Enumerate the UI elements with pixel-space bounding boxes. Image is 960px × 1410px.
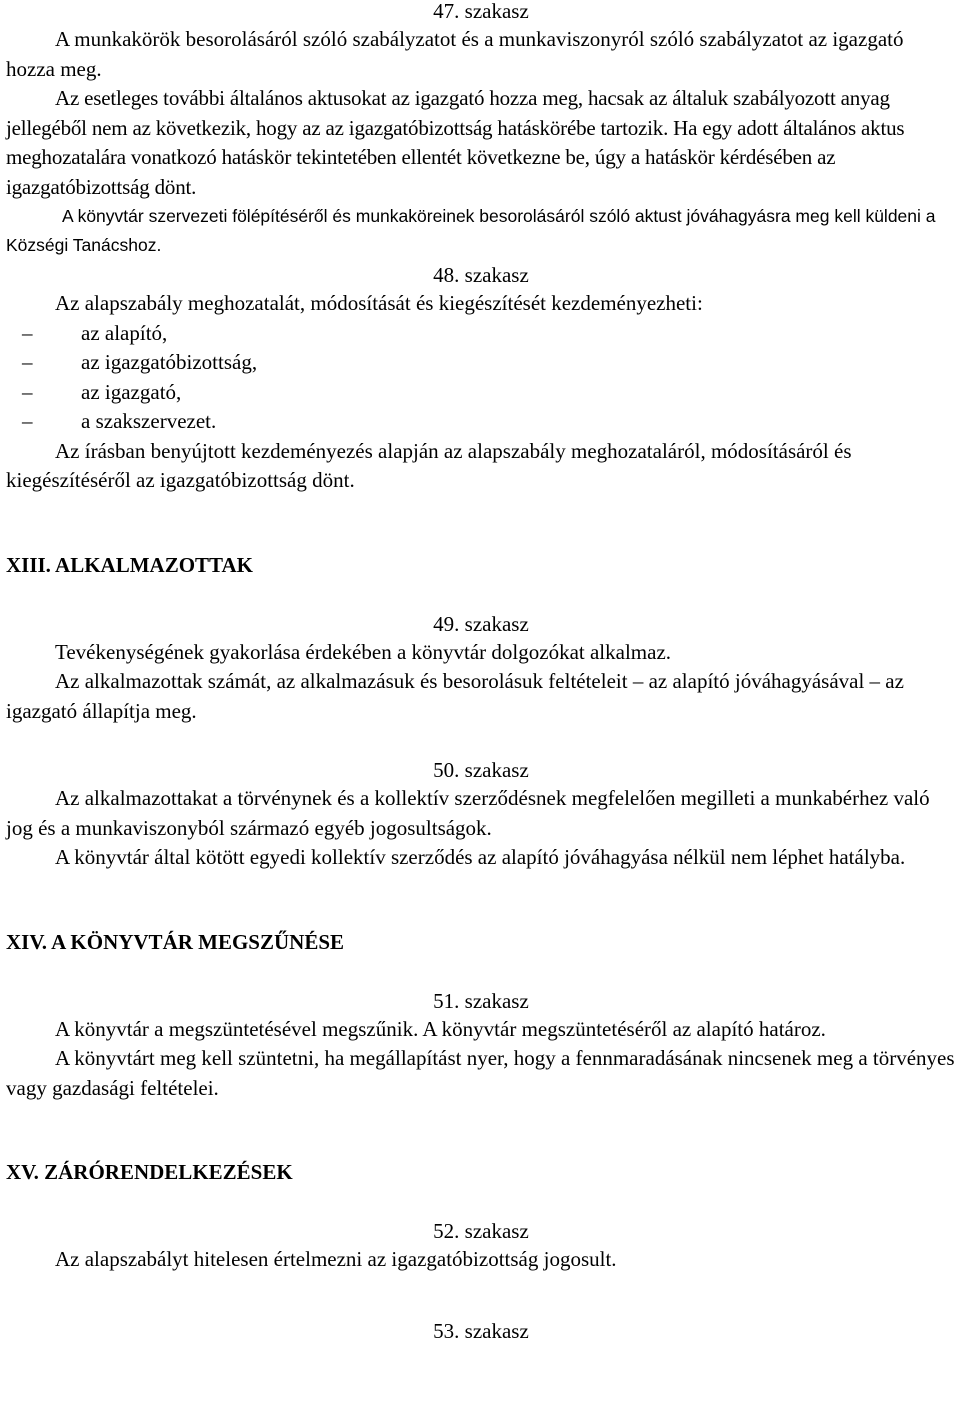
list-item-text: az igazgatóbizottság,	[81, 350, 258, 374]
section-48-list	[6, 319, 956, 437]
section-51-paragraph-2: A könyvtárt meg kell szüntetni, ha megállapítást nyer, hogy a fennmaradásának nincsenek meg a törvényes vagy gazdasági feltételei.	[6, 1046, 955, 1100]
section-51-title: 51. szakasz	[433, 988, 529, 1013]
chapter-14-heading: XIV. A KÖNYVTÁR MEGSZŰNÉSE	[6, 929, 345, 954]
list-item-text: az alapító,	[81, 320, 168, 345]
chapter-15-heading: XV. ZÁRÓRENDELKEZÉSEK	[6, 1160, 293, 1184]
list-item	[6, 378, 956, 408]
section-50-title: 50. szakasz	[433, 758, 529, 782]
section-50-paragraph-2: A könyvtár által kötött egyedi kollektív szerződés az alapító jóváhagyása nélkül nem léphet hatályba.	[55, 845, 906, 869]
dash-bullet: –	[22, 379, 33, 404]
list-item	[6, 407, 956, 437]
list-item-text: az igazgató,	[81, 379, 182, 404]
section-50-paragraph-1: Az alkalmazottakat a törvénynek és a kollektív szerződésnek megfelelően megilleti a munkabérhez való jog és a munkaviszonyból származó egyéb jogosultságok.	[6, 786, 930, 840]
section-47-paragraph-3: A könyvtár szervezeti fölépítéséről és munkaköreinek besorolásáról szóló aktust jóváhagyásra meg kell küldeni a Községi Tanácshoz.	[6, 206, 936, 255]
section-49-paragraph-1: Tevékenységének gyakorlása érdekében a könyvtár dolgozókat alkalmaz.	[55, 639, 672, 664]
section-47-paragraph-2: Az esetleges további általános aktusokat az igazgató hozza meg, hacsak az általuk szabályozott anyag jellegéből nem az következik, hogy az az igazgatóbizottság hatáskörébe tartozik. Ha egy adott általános aktus meghozatalára vonatkozó hatáskör tekintetében ellentét következne be, úgy a hatáskör kérdésében az igazgatóbizottság dönt.	[6, 86, 905, 199]
list-item	[6, 319, 956, 349]
dash-bullet: –	[22, 320, 33, 345]
dash-bullet: –	[22, 350, 33, 374]
chapter-13-heading: XIII. ALKALMAZOTTAK	[6, 552, 253, 577]
section-48-intro: Az alapszabály meghozatalát, módosítását és kiegészítését kezdeményezheti:	[55, 291, 703, 315]
list-item	[6, 348, 956, 378]
dash-bullet: –	[22, 409, 33, 433]
section-48-title: 48. szakasz	[433, 263, 529, 287]
section-47-paragraph-1: A munkakörök besorolásáról szóló szabályzatot és a munkaviszonyról szóló szabályzatot az igazgató hozza meg.	[6, 27, 904, 81]
section-48-paragraph-2: Az írásban benyújtott kezdeményezés alapján az alapszabály meghozataláról, módosításáról és kiegészítéséről az igazgatóbizottság dönt.	[6, 438, 852, 492]
section-49-title: 49. szakasz	[433, 611, 529, 636]
section-52-paragraph-1: Az alapszabályt hitelesen értelmezni az igazgatóbizottság jogosult.	[55, 1247, 617, 1271]
section-53-title: 53. szakasz	[433, 1318, 529, 1343]
document-page	[6, 0, 956, 1345]
section-52-title: 52. szakasz	[433, 1219, 529, 1243]
list-item-text: a szakszervezet.	[81, 409, 217, 433]
section-51-paragraph-1: A könyvtár a megszüntetésével megszűnik. A könyvtár megszüntetéséről az alapító határoz.	[55, 1016, 826, 1041]
section-49-paragraph-2: Az alkalmazottak számát, az alkalmazásuk és besorolásuk feltételeit – az alapító jóváhagyásával – az igazgató állapítja meg.	[6, 669, 904, 723]
section-47-title: 47. szakasz	[433, 0, 529, 23]
